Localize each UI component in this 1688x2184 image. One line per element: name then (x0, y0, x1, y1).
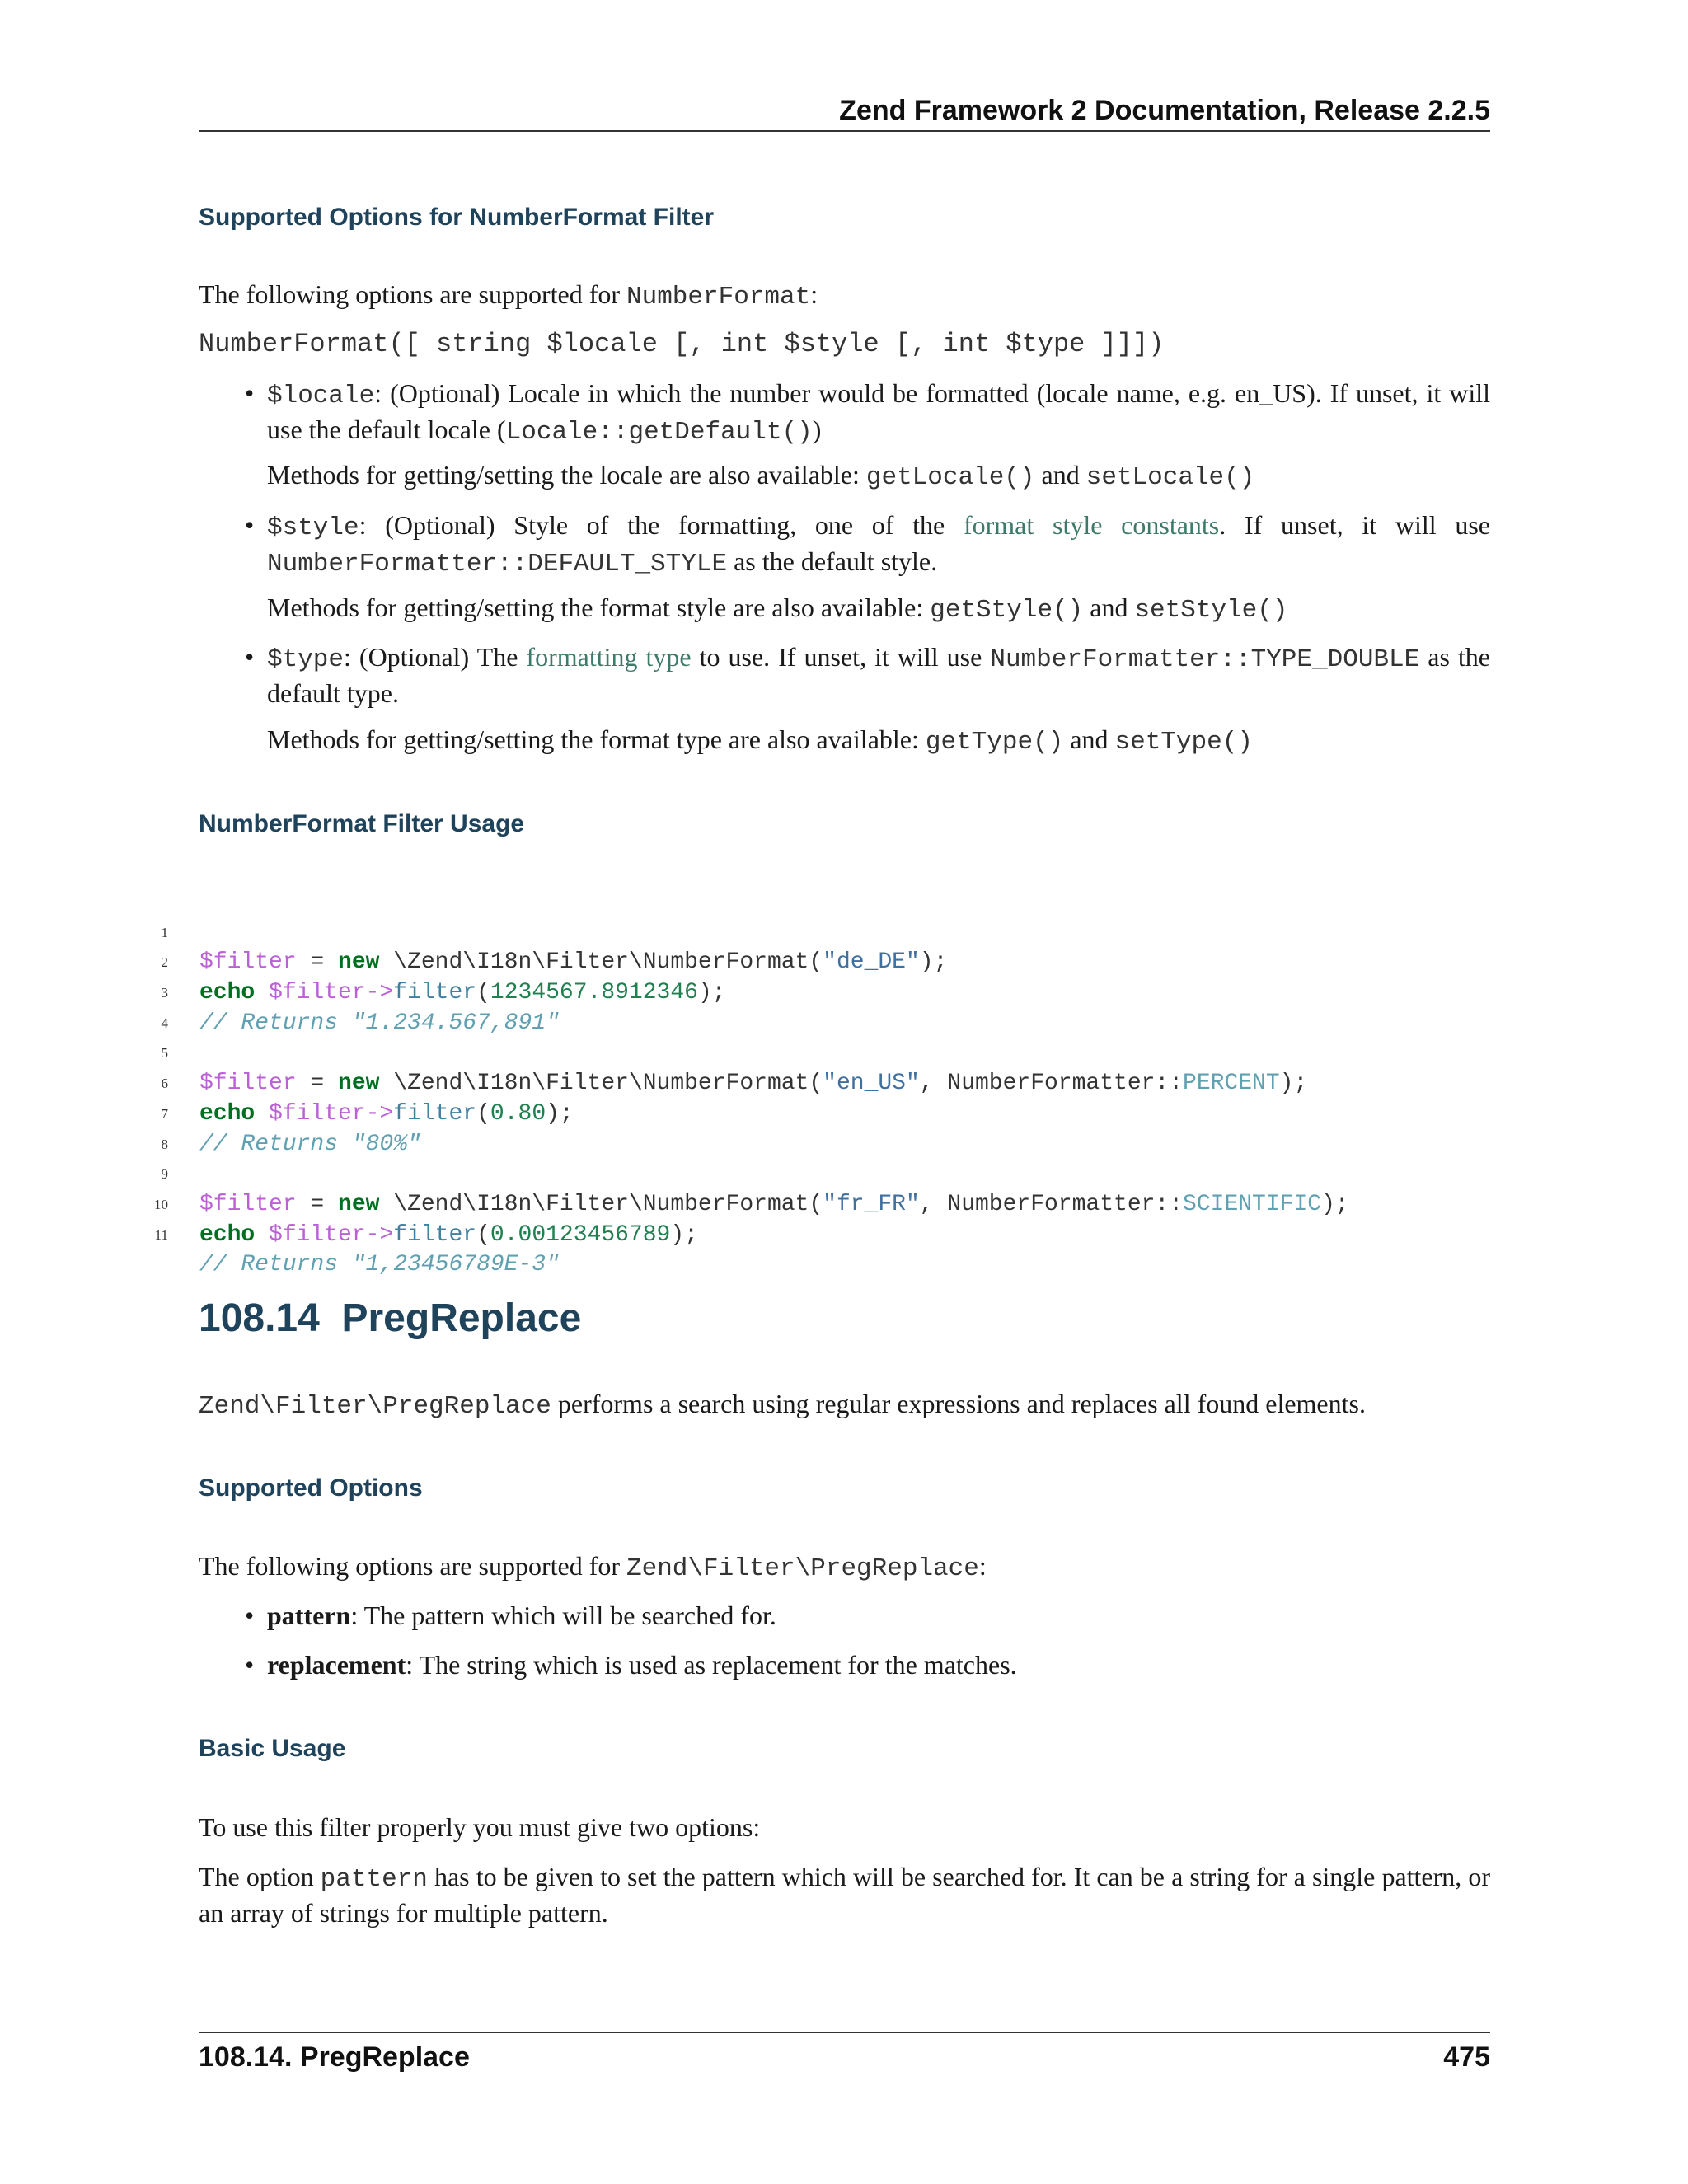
line-number: 8 (161, 1136, 168, 1152)
methods-and: and (1083, 593, 1135, 622)
intro-text: The following options are supported for (199, 279, 626, 309)
option-style (267, 509, 1490, 581)
code-token: new (338, 1071, 380, 1097)
formatting-type-link[interactable]: formatting type (526, 642, 692, 672)
option-type-text: : (Optional) The (344, 642, 527, 672)
code-token: ); (546, 1100, 574, 1127)
options-intro-code: Zend\Filter\PregReplace (626, 1554, 979, 1583)
basic-p2-text-b: has to be given to set the pattern which will be searched for. It can be a string for a single pattern, or an array of strings for multiple pattern. (199, 1862, 1491, 1928)
code-token: "en_US" (823, 1071, 920, 1097)
code-token: = (296, 949, 339, 976)
option-replacement (267, 1648, 1017, 1681)
code-token: PERCENT (1183, 1071, 1280, 1097)
option-locale-close: ) (812, 415, 822, 444)
code-token: new (338, 949, 380, 976)
code-token: new (338, 1191, 380, 1217)
pregreplace-intro-code: Zend\Filter\PregReplace (199, 1392, 551, 1421)
intro-code: NumberFormat (626, 283, 811, 312)
line-number: 6 (161, 1076, 168, 1092)
numberformat-options-intro (199, 278, 818, 314)
method-get-style: getStyle() (930, 596, 1084, 625)
code-comment: // Returns "1.234.567,891" (199, 1010, 560, 1036)
running-footer (199, 2039, 1490, 2075)
methods-and: and (1034, 460, 1086, 490)
footer-rule (199, 2032, 1490, 2033)
line-number: 1 (161, 924, 168, 940)
line-number: 11 (154, 1226, 168, 1243)
option-type-code: $type (267, 645, 345, 674)
code-token: echo (199, 1100, 256, 1127)
option-locale-code: $locale (267, 382, 375, 410)
code-token: ( (476, 1221, 490, 1248)
pregreplace-options-heading: Supported Options (199, 1474, 423, 1502)
option-pattern-desc: : The pattern which will be searched for. (350, 1601, 776, 1630)
option-type (267, 640, 1490, 710)
methods-text: Methods for getting/setting the format style are also available: (267, 593, 931, 622)
basic-usage-heading: Basic Usage (199, 1735, 346, 1762)
method-set-locale: setLocale() (1085, 463, 1255, 492)
basic-usage-p2 (199, 1860, 1490, 1929)
option-type-text-c: as the default type. (267, 642, 1491, 708)
option-locale-methods (267, 458, 1254, 494)
format-style-constants-link[interactable]: format style constants (963, 510, 1220, 540)
code-token: $filter (269, 1221, 366, 1248)
numberformat-options-heading: Supported Options for NumberFormat Filter (199, 204, 715, 231)
code-token: 1234567.8912346 (490, 980, 698, 1006)
option-style-text-b: . If unset, it will use (1219, 510, 1491, 540)
option-replacement-desc: : The string which is used as replacement for the matches. (406, 1650, 1017, 1680)
code-token: $filter (199, 1071, 297, 1097)
methods-text: Methods for getting/setting the format type are also available: (267, 724, 926, 754)
footer-section: 108.14. PregReplace (199, 2041, 470, 2073)
intro-suffix: : (810, 279, 818, 309)
line-number: 3 (161, 985, 168, 1001)
bullet-dot: • (245, 1650, 255, 1680)
code-token: filter (393, 1221, 477, 1248)
pregreplace-heading: 108.14 PregReplace (199, 1296, 582, 1340)
code-token: , NumberFormatter:: (919, 1191, 1184, 1217)
code-token: filter (393, 980, 477, 1006)
bullet-dot: • (245, 1601, 255, 1630)
numberformat-signature: NumberFormat([ string $locale [, int $style [, int $type ]]]) (199, 329, 1165, 359)
code-comment: // Returns "1,23456789E-3" (199, 1252, 560, 1278)
line-number: 2 (161, 954, 168, 971)
code-token: -> (365, 1221, 394, 1248)
option-type-methods (267, 723, 1253, 759)
option-type-text-b: to use. If unset, it will use (691, 642, 991, 672)
code-token: = (296, 1191, 339, 1217)
numberformat-usage-heading: NumberFormat Filter Usage (199, 810, 525, 837)
option-pattern (267, 1599, 776, 1632)
line-number: 5 (161, 1045, 168, 1062)
line-number: 9 (161, 1166, 168, 1183)
line-number: 7 (161, 1105, 168, 1122)
option-style-methods (267, 591, 1287, 627)
code-token: 0.80 (490, 1100, 546, 1127)
option-locale (267, 377, 1490, 449)
code-token: ); (1321, 1191, 1349, 1217)
pregreplace-intro-text: performs a search using regular expressions and replaces all found elements. (551, 1389, 1366, 1418)
code-token: ); (670, 1221, 698, 1248)
code-comment: // Returns "80%" (199, 1131, 421, 1157)
option-style-text: : (Optional) Style of the formatting, one of the (359, 510, 964, 540)
code-token: "fr_FR" (823, 1191, 920, 1217)
option-type-default-code: NumberFormatter::TYPE_DOUBLE (990, 645, 1420, 674)
code-token (255, 1222, 269, 1248)
code-token: SCIENTIFIC (1183, 1191, 1322, 1217)
code-token: = (296, 1071, 339, 1097)
code-token: ); (1279, 1071, 1308, 1097)
option-style-text-c: as the default style. (727, 546, 938, 576)
method-get-type: getType() (925, 728, 1064, 757)
line-number: 4 (161, 1015, 168, 1031)
method-set-style: setStyle() (1134, 596, 1288, 625)
code-token: echo (199, 1221, 256, 1248)
running-header: Zend Framework 2 Documentation, Release 2.2.5 (839, 95, 1490, 126)
header-rule (199, 130, 1490, 132)
option-replacement-name: replacement (267, 1650, 406, 1680)
methods-text: Methods for getting/setting the locale are also available: (267, 460, 866, 490)
code-line (150, 888, 1436, 976)
code-token: $filter (269, 1100, 366, 1127)
pregreplace-options-intro (199, 1549, 987, 1586)
option-pattern-name: pattern (267, 1601, 351, 1630)
line-number: 10 (154, 1196, 168, 1212)
option-locale-text: : (Optional) Locale in which the number would be formatted (locale name, e.g. en_US). If unset, it will use the default locale ( (267, 378, 1490, 444)
code-token: , NumberFormatter:: (919, 1071, 1184, 1097)
code-token: -> (365, 1100, 394, 1127)
methods-and: and (1063, 724, 1115, 754)
pregreplace-intro (199, 1387, 1366, 1423)
code-token: $filter (199, 1191, 297, 1217)
code-token: echo (199, 980, 256, 1006)
option-style-code: $style (267, 513, 359, 542)
code-token: ( (476, 980, 490, 1006)
basic-p2-code: pattern (320, 1865, 428, 1894)
option-style-default-code: NumberFormatter::DEFAULT_STYLE (267, 550, 728, 579)
bullet-dot: • (245, 642, 255, 672)
code-token: \Zend\I18n\Filter\NumberFormat( (379, 1071, 823, 1097)
code-token: ); (919, 949, 948, 976)
code-token: $filter (269, 980, 366, 1006)
code-line (150, 1009, 1436, 1097)
method-get-locale: getLocale() (865, 463, 1035, 492)
options-intro-suffix: : (978, 1551, 987, 1581)
basic-usage-p1: To use this filter properly you must give two options: (199, 1812, 761, 1842)
code-token: "de_DE" (823, 949, 920, 976)
code-token: filter (393, 1100, 477, 1127)
code-token: -> (365, 980, 394, 1006)
options-intro-text: The following options are supported for (199, 1551, 626, 1581)
code-token: \Zend\I18n\Filter\NumberFormat( (379, 1191, 823, 1217)
bullet-dot: • (245, 378, 255, 408)
code-block (150, 888, 1436, 1278)
basic-p2-text: The option (199, 1862, 321, 1891)
page-number: 475 (1443, 2041, 1490, 2073)
code-token: ); (697, 980, 726, 1006)
method-set-type: setType() (1114, 728, 1253, 757)
code-token: $filter (199, 949, 297, 976)
code-token: ( (476, 1100, 490, 1127)
code-token: 0.00123456789 (490, 1221, 671, 1248)
code-token: \Zend\I18n\Filter\NumberFormat( (379, 949, 823, 976)
option-locale-default-code: Locale::getDefault() (505, 418, 813, 447)
bullet-dot: • (245, 510, 255, 540)
